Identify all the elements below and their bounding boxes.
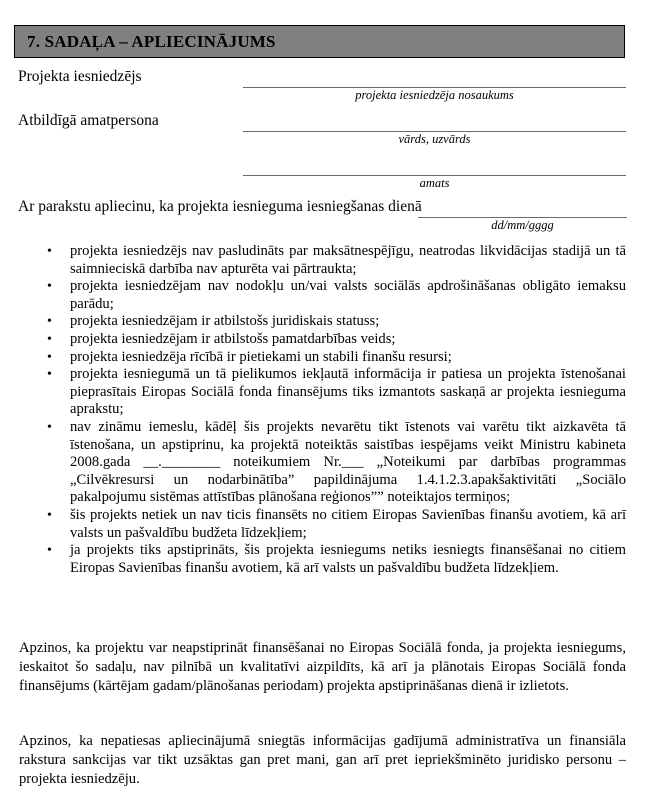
- closing-paragraph-2: Apzinos, ka nepatiesas apliecinājumā sniegtās informācijas gadījumā administratīva un finansiāla rakstura sankcijas var tikt uzsāktas gan pret mani, gan arī pret iepriekšminēto juridisko personu – projekta iesniedzēju.: [19, 733, 626, 787]
- declaration-date-hint: dd/mm/gggg: [491, 218, 554, 232]
- field-label-applicant: Projekta iesniedzējs: [18, 68, 142, 85]
- list-item: • projekta iesniedzējs nav pasludināts par maksātnespējīgu, neatrodas likvidācijas stadijā un tā saimnieciskā darbība nav apturēta vai pārtraukta;: [0, 243, 645, 278]
- form-field-row-applicant: [0, 66, 645, 110]
- declaration-intro-row: [18, 198, 628, 234]
- section-header-title: 7. SADAĻA – APLIECINĀJUMS: [27, 31, 276, 51]
- list-item: • projekta iesniedzēja rīcībā ir pietiekami un stabili finanšu resursi;: [0, 349, 645, 367]
- declaration-bullet-list: [0, 243, 645, 577]
- form-field-row-official: [0, 110, 645, 154]
- list-item: • projekta iesniedzējam ir atbilstošs juridiskais statuss;: [0, 313, 645, 331]
- list-item: • projekta iesniedzējam nav nodokļu un/vai valsts sociālās apdrošināšanas obligāto iemaksu parādu;: [0, 278, 645, 313]
- list-item: • šis projekts netiek un nav ticis finansēts no citiem Eiropas Savienības finanšu avotiem, kā arī valsts un pašvaldību budžeta līdzekļiem;: [0, 507, 645, 542]
- closing-paragraph-1: Apzinos, ka projektu var neapstiprināt finansēšanai no Eiropas Sociālā fonda, ja projekta iesniegums, ieskaitot šo sadaļu, nav pilnībā un kvalitatīvi aizpildīts, kā arī ja plānotais Eiropas Sociālā fonda finansējums (kārtējam gadam/plānošanas periodam) projekta apstiprināšanas dienā ir izlietots.: [19, 640, 626, 694]
- section-header-band: [14, 25, 625, 58]
- list-item: • ja projekts tiks apstiprināts, šis projekta iesniegums netiks iesniegts finansēšanai no citiem Eiropas Savienības finanšu avotiem, kā arī valsts un pašvaldību budžeta līdzekļiem.: [0, 542, 645, 577]
- form-field-row-position: [0, 154, 645, 198]
- list-item: • projekta iesniedzējam ir atbilstošs pamatdarbības veids;: [0, 331, 645, 349]
- list-item: • projekta iesniegumā un tā pielikumos iekļautā informācija ir patiesa un projekta īstenošanai pieprasītais Eiropas Sociālā fonda finansējums tiks izmantots saskaņā ar projekta iesnieguma aprakstu;: [0, 366, 645, 419]
- field-hint-position: amats: [419, 176, 450, 190]
- list-item: • nav zināmu iemeslu, kādēļ šis projekts nevarētu tikt īstenots vai varētu tikt aizkavēta tā īstenošana, un apstiprinu, ka projektā noteiktās saistības iespējams veikt Ministru kabineta 2008.gada __.________ noteikumiem Nr.___ „Noteikumi par darbības programmas „Cilvēkresursi un nodarbinātība” papildinājuma 1.4.1.2.3.apakšaktivitāti „Sociālo pakalpojumu sistēmas attīstības plānošana reģionos”” noteiktajos termiņos;: [0, 419, 645, 507]
- field-label-official: Atbildīgā amatpersona: [18, 112, 159, 129]
- field-hint-official: vārds, uzvārds: [398, 132, 471, 146]
- field-hint-applicant: projekta iesniedzēja nosaukums: [355, 88, 514, 102]
- declaration-intro-text: Ar parakstu apliecinu, ka projekta iesnieguma iesniegšanas dienā: [18, 198, 422, 215]
- form-fields-area: [0, 66, 645, 198]
